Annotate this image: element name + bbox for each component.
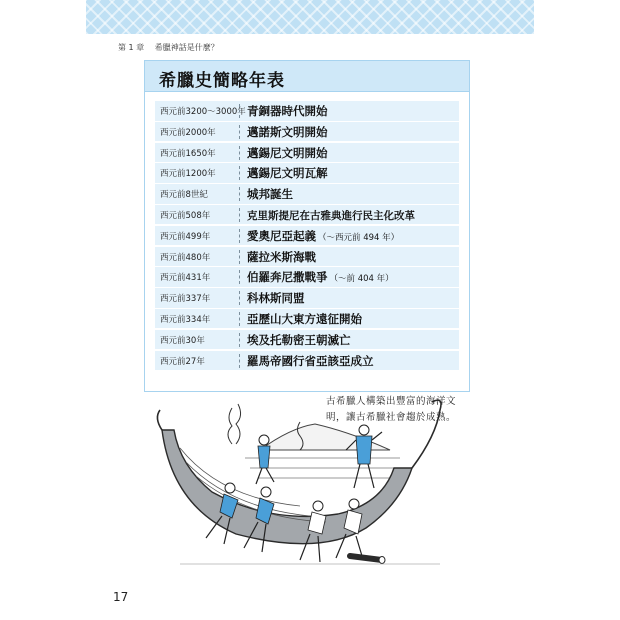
- timeline-date: 西元前30年: [160, 335, 205, 346]
- timeline-event: [247, 145, 328, 161]
- timeline-row: [155, 247, 459, 267]
- log-end: [379, 557, 385, 564]
- row-divider: [239, 166, 240, 180]
- event-text: 青銅器時代開始: [247, 104, 328, 118]
- timeline-date: 西元前480年: [160, 252, 211, 263]
- event-text: 克里斯提尼在古雅典進行民主化改革: [247, 209, 415, 222]
- timeline-date: 西元前499年: [160, 231, 211, 242]
- event-text: 亞歷山大東方遠征開始: [247, 311, 362, 326]
- timeline-row: [155, 122, 459, 142]
- timeline-event: [247, 311, 362, 327]
- timeline-event: [247, 290, 305, 306]
- timeline-date: 西元前2000年: [160, 127, 216, 138]
- row-divider: [239, 291, 240, 305]
- event-text: 愛奧尼亞起義: [247, 228, 316, 243]
- timeline-date: 西元前337年: [160, 294, 211, 305]
- event-text: 邁錫尼文明瓦解: [247, 166, 328, 181]
- timeline-row: [155, 184, 459, 204]
- timeline-event: [247, 124, 328, 140]
- row-divider: [239, 229, 240, 243]
- event-text: 伯羅奔尼撒戰爭: [247, 270, 328, 285]
- timeline-date: 西元前508年: [160, 210, 211, 221]
- chapter-label: 第 1 章: [118, 43, 145, 52]
- page-number: 17: [113, 590, 129, 604]
- timeline-event: [247, 332, 351, 348]
- chapter-title: 希臘神話是什麼？: [154, 43, 219, 52]
- timeline-event: [247, 186, 293, 202]
- timeline-row: [155, 309, 459, 329]
- timeline-row: [155, 205, 459, 225]
- timeline-date: 西元前3200～3000年: [160, 107, 246, 117]
- row-divider: [239, 208, 240, 222]
- timeline-event: [247, 208, 415, 223]
- timeline-date: 西元前1200年: [160, 169, 216, 180]
- timeline-date: 西元前27年: [160, 356, 205, 367]
- row-divider: [239, 250, 240, 264]
- event-text: 埃及托勒密王朝滅亡: [247, 332, 351, 347]
- row-divider: [239, 187, 240, 201]
- tree-left: [228, 404, 241, 444]
- ship-prow: [157, 410, 162, 430]
- row-divider: [239, 146, 240, 160]
- timeline-date: 西元前334年: [160, 314, 211, 325]
- timeline-title: 希臘史簡略年表: [159, 71, 285, 91]
- timeline-row: [155, 351, 459, 371]
- timeline-row: [155, 267, 459, 287]
- timeline-panel: [144, 60, 470, 392]
- timeline-event: [247, 269, 394, 285]
- timeline-event: [247, 103, 328, 119]
- event-text: 薩拉米斯海戰: [247, 249, 316, 264]
- timeline-row: [155, 226, 459, 246]
- timeline-date: 西元前8世紀: [160, 190, 208, 201]
- row-divider: [239, 270, 240, 284]
- timeline-row: [155, 163, 459, 183]
- timeline-row: [155, 288, 459, 308]
- row-divider: [239, 333, 240, 347]
- timeline-rows: [155, 101, 459, 371]
- timeline-event: [247, 165, 328, 181]
- row-divider: [239, 354, 240, 368]
- timeline-title-bar: [145, 61, 469, 92]
- timeline-date: 西元前1650年: [160, 148, 216, 159]
- caption-line-1: 古希臘人構築出豐富的海洋文: [326, 396, 457, 407]
- event-text: 邁錫尼文明開始: [247, 145, 328, 160]
- timeline-event: [247, 228, 399, 244]
- timeline-row: [155, 101, 459, 121]
- timeline-event: [247, 353, 374, 369]
- row-divider: [239, 104, 240, 118]
- log-roller: [350, 556, 382, 560]
- event-text: 邁諾斯文明開始: [247, 124, 328, 139]
- timeline-row: [155, 143, 459, 163]
- event-note: （～前 404 年）: [329, 274, 394, 285]
- event-text: 城邦誕生: [247, 187, 293, 202]
- row-divider: [239, 125, 240, 139]
- decorative-top-band: [86, 0, 534, 34]
- illustration-caption: [326, 394, 460, 426]
- timeline-event: [247, 249, 316, 265]
- row-divider: [239, 312, 240, 326]
- event-note: （～西元前 494 年）: [318, 232, 400, 243]
- event-text: 羅馬帝國行省亞該亞成立: [247, 353, 374, 368]
- event-text: 科林斯同盟: [247, 291, 305, 306]
- caption-line-2: 明，讓古希臘社會趨於成熟。: [326, 412, 457, 423]
- timeline-row: [155, 330, 459, 350]
- timeline-date: 西元前431年: [160, 273, 211, 284]
- chapter-header: [118, 42, 219, 53]
